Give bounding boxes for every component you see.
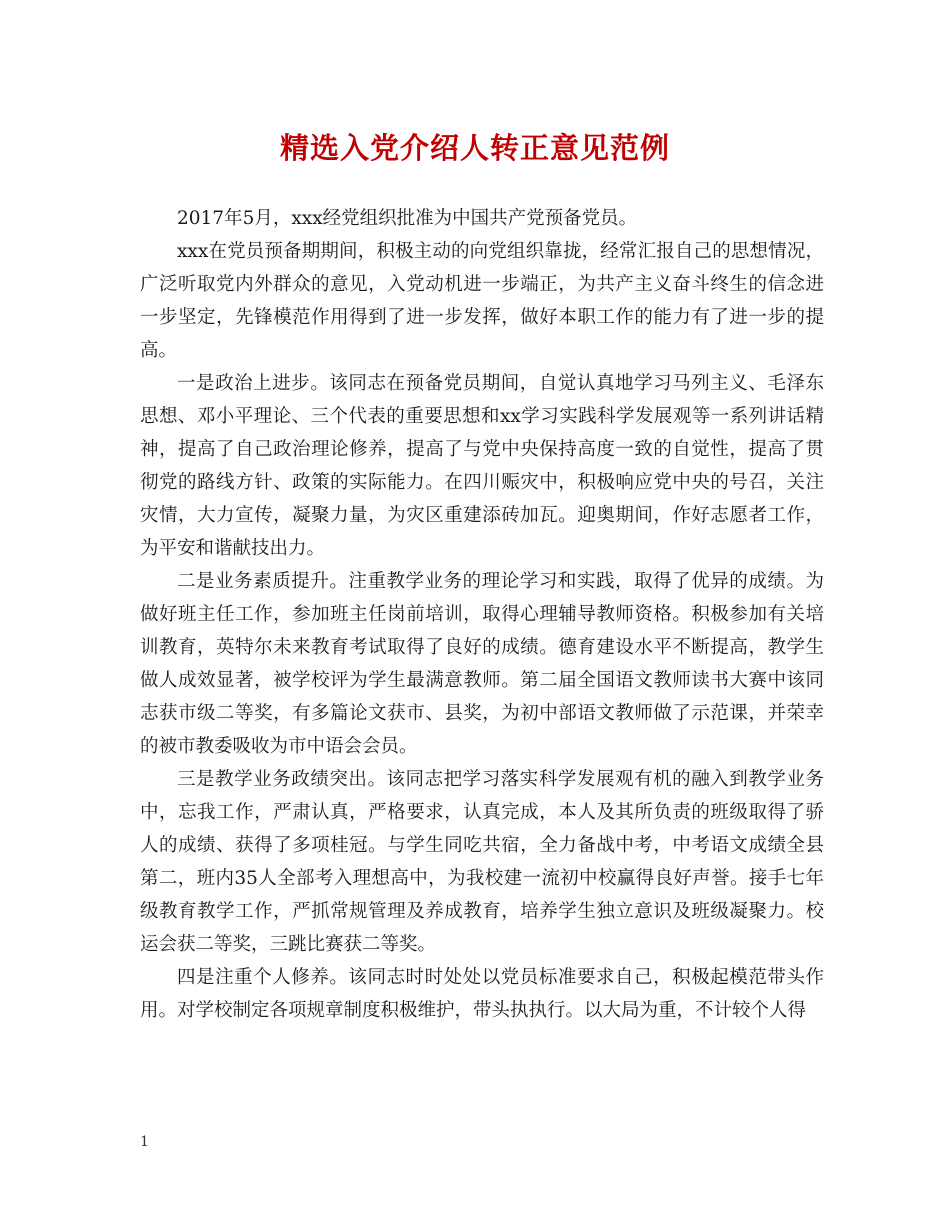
page-number: 1: [140, 1134, 149, 1150]
paragraph-summary: xxx在党员预备期期间，积极主动的向党组织靠拢，经常汇报自己的思想情况，广泛听取党内外群众的意见，入党动机进一步端正，为共产主义奋斗终生的信念进一步坚定，先锋模范作用得到了进一步发挥，做好本职工作的能力有了进一步的提高。: [140, 241, 824, 361]
paragraph-teaching: 三是教学业务政绩突出。该同志把学习落实科学发展观有机的融入到教学业务中，忘我工作，严肃认真，严格要求，认真完成，本人及其所负责的班级取得了骄人的成绩、获得了多项桂冠。与学生同吃共宿，全力备战中考，中考语文成绩全县第二，班内35人全部考入理想高中，为我校建一流初中校赢得良好声誉。接手七年级教育教学工作，严抓常规管理及养成教育，培养学生独立意识及班级凝聚力。校运会获二等奖，三跳比赛获二等奖。: [140, 769, 824, 955]
paragraph-personal: 四是注重个人修养。该同志时时处处以党员标准要求自己，积极起模范带头作用。对学校制定各项规章制度积极维护，带头执执行。以大局为重，不计较个人得: [140, 967, 824, 1021]
paragraph-political: 一是政治上进步。该同志在预备党员期间，自觉认真地学习马列主义、毛泽东思想、邓小平理论、三个代表的重要思想和xx学习实践科学发展观等一系列讲话精神，提高了自己政治理论修养，提高了与党中央保持高度一致的自觉性，提高了贯彻党的路线方针、政策的实际能力。在四川赈灾中，积极响应党中央的号召，关注灾情，大力宣传，凝聚力量，为灾区重建添砖加瓦。迎奥期间，作好志愿者工作，为平安和谐献技出力。: [140, 373, 824, 559]
paragraph-professional: 二是业务素质提升。注重教学业务的理论学习和实践，取得了优异的成绩。为做好班主任工作，参加班主任岗前培训，取得心理辅导教师资格。积极参加有关培训教育，英特尔未来教育考试取得了良好的成绩。德育建设水平不断提高，教学生做人成效显著，被学校评为学生最满意教师。第二届全国语文教师读书大赛中该同志获市级二等奖，有多篇论文获市、县奖，为初中部语文教师做了示范课，并荣幸的被市教委吸收为市中语会会员。: [140, 571, 824, 757]
document-body: [140, 202, 824, 1027]
paragraph-intro: 2017年5月，xxx经党组织批准为中国共产党预备党员。: [177, 208, 638, 229]
document-title: 精选入党介绍人转正意见范例: [279, 131, 670, 165]
